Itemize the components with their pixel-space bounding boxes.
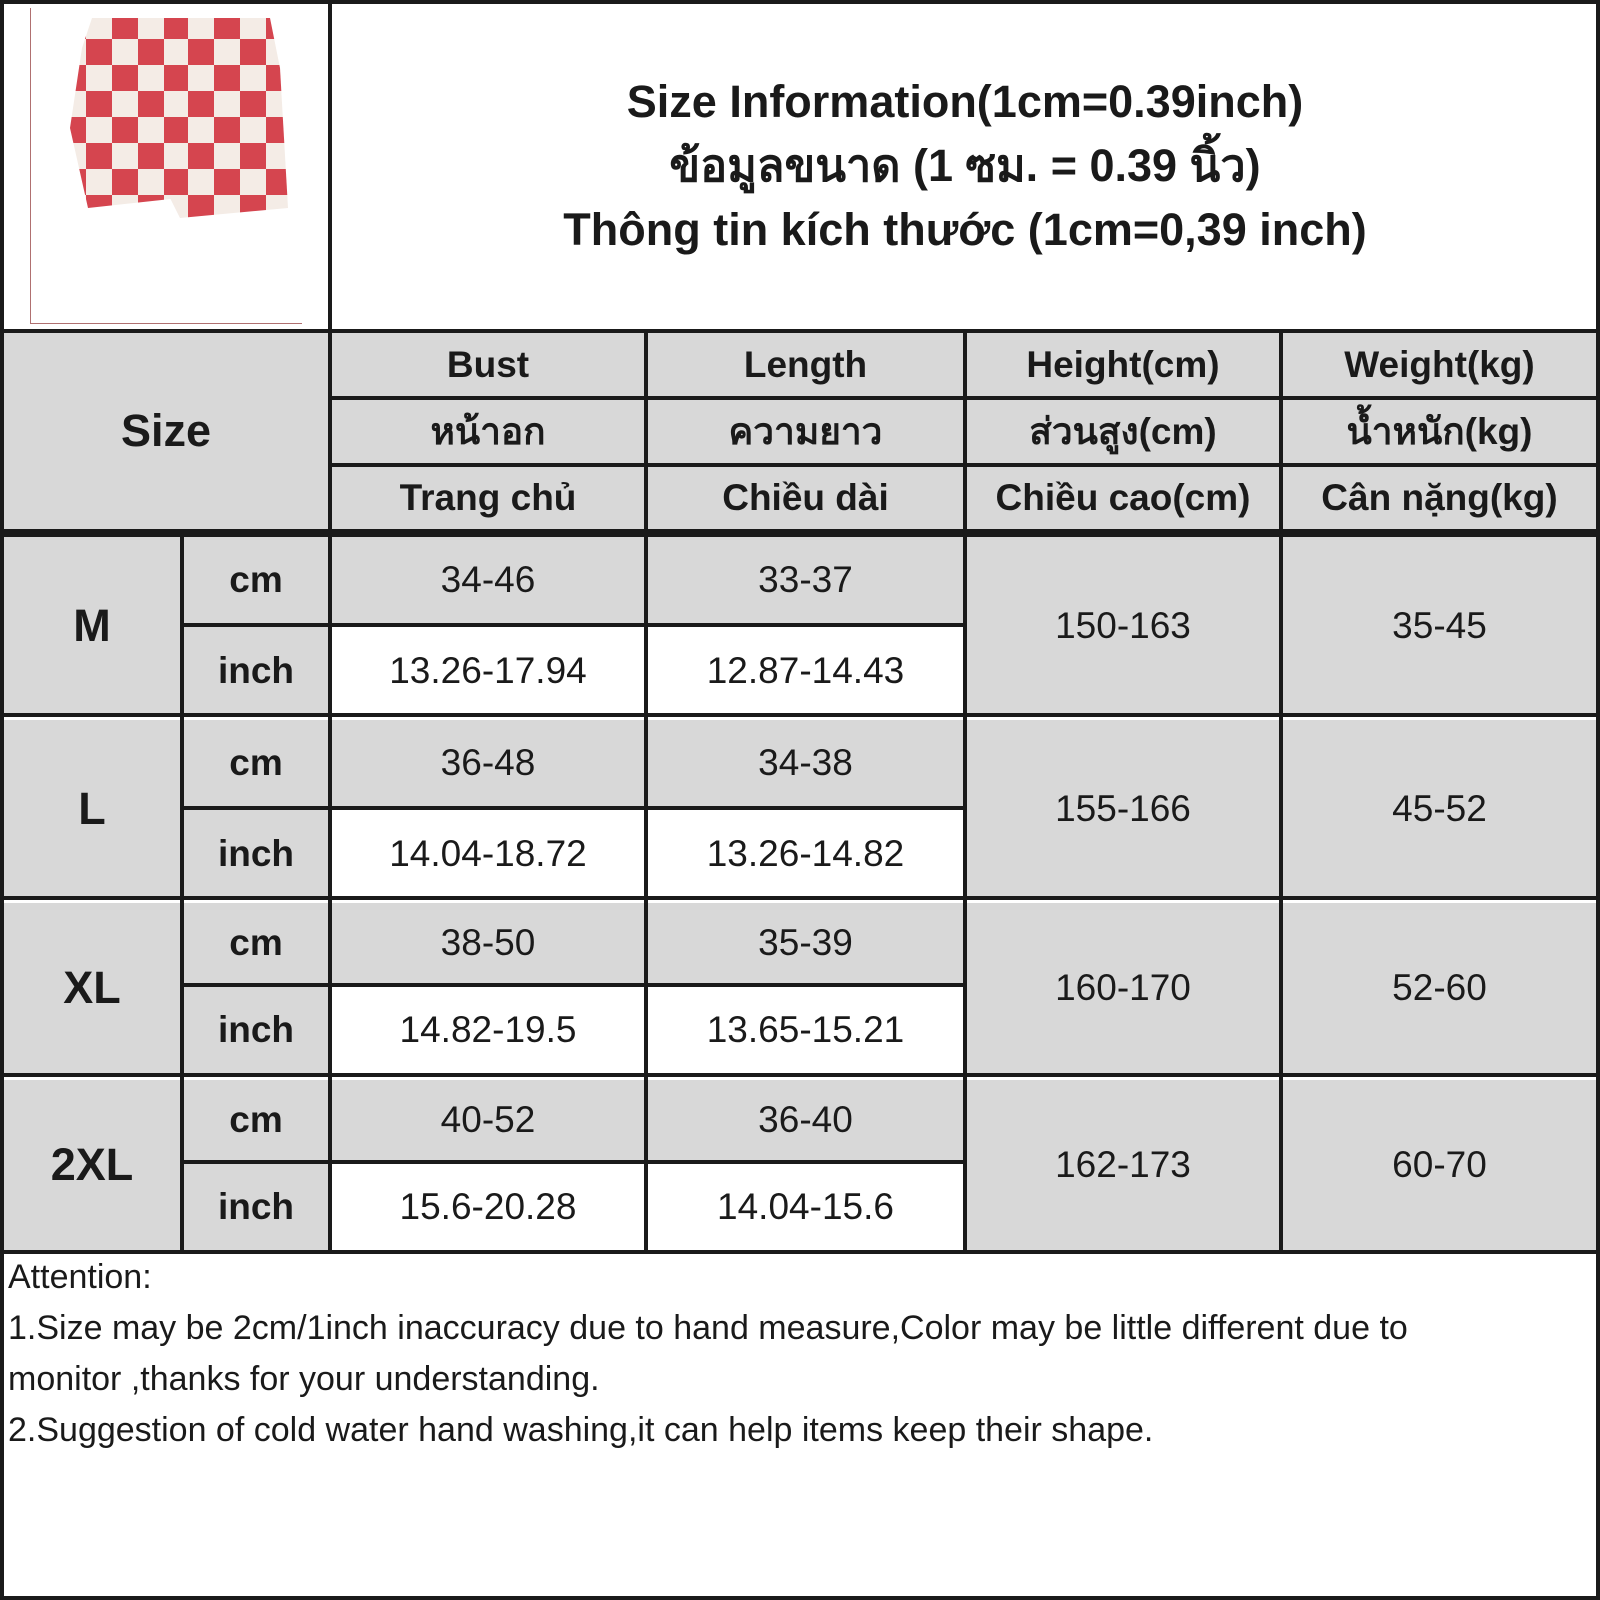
unit-inch-cell: inch	[184, 810, 328, 897]
attention-notes	[8, 1252, 1588, 1456]
check-square	[240, 143, 266, 169]
check-square	[188, 13, 214, 39]
check-square	[138, 65, 164, 91]
check-square	[86, 117, 112, 143]
check-square	[60, 247, 86, 273]
product-image	[30, 8, 302, 324]
row-rule	[0, 1073, 1600, 1077]
weight-header-vi: Cân nặng(kg)	[1283, 467, 1596, 529]
check-square	[240, 91, 266, 117]
check-square	[138, 143, 164, 169]
check-square	[214, 117, 240, 143]
check-square	[112, 247, 138, 273]
length-cm-cell: 34-38	[648, 720, 963, 806]
header-bottom-rule	[0, 529, 1600, 537]
height-cell: 150-163	[967, 537, 1279, 714]
header-top-rule	[0, 329, 1600, 333]
length-inch-cell: 13.65-15.21	[648, 987, 963, 1073]
outer-border-top	[0, 0, 1600, 4]
column-divider	[1279, 329, 1283, 1250]
check-square	[60, 13, 86, 39]
weight-cell: 35-45	[1283, 537, 1596, 714]
check-square	[86, 169, 112, 195]
size-header-label: Size	[120, 405, 212, 456]
bust-cm-cell: 34-46	[332, 537, 644, 623]
bust-cm-cell: 38-50	[332, 903, 644, 983]
check-square	[188, 221, 214, 247]
check-square	[162, 221, 188, 247]
check-square	[60, 65, 86, 91]
check-square	[138, 117, 164, 143]
checkered-shorts-image	[30, 8, 302, 324]
check-square	[214, 39, 240, 65]
check-square	[214, 91, 240, 117]
check-square	[188, 247, 214, 273]
size-label-cell: 2XL	[4, 1080, 180, 1250]
check-square	[190, 221, 216, 247]
check-square	[138, 13, 164, 39]
check-square	[292, 39, 302, 65]
check-square	[138, 91, 164, 117]
check-square	[86, 91, 112, 117]
size-header	[4, 333, 328, 529]
title-english: Size Information(1cm=0.39inch)	[626, 75, 1304, 127]
check-square	[112, 143, 138, 169]
check-square	[292, 169, 302, 195]
height-cell: 155-166	[967, 720, 1279, 897]
check-square	[214, 221, 240, 247]
length-cm-cell: 35-39	[648, 903, 963, 983]
unit-inch-cell: inch	[184, 627, 328, 714]
check-square	[60, 169, 86, 195]
weight-cell: 60-70	[1283, 1080, 1596, 1250]
check-square	[240, 39, 266, 65]
size-label-cell: XL	[4, 903, 180, 1073]
title-thai: ข้อมูลขนาด (1 ซม. = 0.39 นิ้ว)	[669, 139, 1261, 191]
size-label-cell: M	[4, 537, 180, 714]
unit-cm-cell: cm	[184, 720, 328, 806]
bust-header-th: หน้าอก	[332, 400, 644, 463]
check-square	[60, 91, 86, 117]
check-square	[112, 39, 138, 65]
outer-border-left	[0, 0, 4, 1600]
check-square	[214, 169, 240, 195]
check-square	[164, 247, 190, 273]
attention-line-2: monitor ,thanks for your understanding.	[8, 1360, 600, 1398]
check-square	[188, 91, 214, 117]
check-square	[292, 221, 302, 247]
title-block	[334, 4, 1596, 327]
title-divider	[328, 0, 332, 333]
length-header-th: ความยาว	[648, 400, 963, 463]
attention-line-1: 1.Size may be 2cm/1inch inaccuracy due to hand measure,Color may be little different due to	[8, 1309, 1408, 1347]
check-square	[214, 195, 240, 221]
unit-cm-cell: cm	[184, 537, 328, 623]
bust-inch-cell: 15.6-20.28	[332, 1164, 644, 1250]
outer-border-bottom	[0, 1596, 1600, 1600]
bust-cm-cell: 40-52	[332, 1080, 644, 1160]
check-square	[292, 91, 302, 117]
check-square	[138, 39, 164, 65]
height-header-vi: Chiều cao(cm)	[967, 467, 1279, 529]
check-square	[138, 221, 164, 247]
length-inch-cell: 13.26-14.82	[648, 810, 963, 897]
bust-inch-cell: 14.04-18.72	[332, 810, 644, 897]
check-square	[188, 117, 214, 143]
length-cm-cell: 36-40	[648, 1080, 963, 1160]
unit-inch-cell: inch	[184, 987, 328, 1073]
check-square	[86, 39, 112, 65]
check-square	[86, 143, 112, 169]
bust-inch-cell: 13.26-17.94	[332, 627, 644, 714]
check-square	[60, 117, 86, 143]
check-square	[292, 247, 302, 273]
check-square	[60, 143, 86, 169]
bust-header-en: Bust	[332, 333, 644, 396]
check-square	[266, 65, 292, 91]
check-square	[240, 65, 266, 91]
height-cell: 162-173	[967, 1080, 1279, 1250]
column-divider	[963, 329, 967, 1250]
check-square	[240, 195, 266, 221]
check-square	[240, 169, 266, 195]
check-square	[266, 13, 292, 39]
check-square	[112, 169, 138, 195]
check-square	[188, 39, 214, 65]
bust-cm-cell: 36-48	[332, 720, 644, 806]
check-square	[86, 65, 112, 91]
check-square	[138, 195, 164, 221]
weight-header-th: น้ำหนัก(kg)	[1283, 400, 1596, 463]
attention-heading: Attention:	[8, 1258, 152, 1296]
check-square	[240, 117, 266, 143]
check-square	[86, 13, 112, 39]
length-inch-cell: 12.87-14.43	[648, 627, 963, 714]
check-square	[266, 117, 292, 143]
check-square	[86, 221, 112, 247]
check-square	[266, 169, 292, 195]
weight-header-en: Weight(kg)	[1283, 333, 1596, 396]
check-square	[292, 195, 302, 221]
title-vietnamese: Thông tin kích thước (1cm=0,39 inch)	[563, 203, 1367, 255]
row-rule	[0, 713, 1600, 717]
check-square	[112, 195, 138, 221]
length-header-vi: Chiều dài	[648, 467, 963, 529]
check-square	[112, 117, 138, 143]
check-square	[240, 247, 266, 273]
check-square	[188, 195, 214, 221]
check-square	[266, 39, 292, 65]
unit-cm-cell: cm	[184, 1080, 328, 1160]
outer-border-right	[1596, 0, 1600, 1600]
unit-cm-cell: cm	[184, 903, 328, 983]
length-cm-cell: 33-37	[648, 537, 963, 623]
attention-line-3: 2.Suggestion of cold water hand washing,it can help items keep their shape.	[8, 1411, 1154, 1449]
check-square	[188, 143, 214, 169]
row-mid-rule	[184, 806, 963, 810]
check-square	[214, 65, 240, 91]
height-cell: 160-170	[967, 903, 1279, 1073]
unit-inch-cell: inch	[184, 1164, 328, 1250]
check-square	[214, 247, 240, 273]
weight-cell: 45-52	[1283, 720, 1596, 897]
length-header-en: Length	[648, 333, 963, 396]
weight-cell: 52-60	[1283, 903, 1596, 1073]
check-square	[266, 247, 292, 273]
check-square	[86, 195, 112, 221]
check-square	[162, 247, 188, 273]
height-header-en: Height(cm)	[967, 333, 1279, 396]
row-mid-rule	[184, 983, 963, 987]
check-square	[112, 65, 138, 91]
check-square	[240, 13, 266, 39]
check-square	[214, 13, 240, 39]
bust-header-vi: Trang chủ	[332, 467, 644, 529]
row-mid-rule	[184, 1160, 963, 1164]
check-square	[190, 247, 216, 273]
check-square	[112, 91, 138, 117]
check-square	[292, 117, 302, 143]
size-label-cell: L	[4, 720, 180, 897]
check-square	[60, 221, 86, 247]
check-square	[86, 247, 112, 273]
check-square	[266, 91, 292, 117]
check-square	[188, 65, 214, 91]
check-square	[60, 39, 86, 65]
check-square	[188, 169, 214, 195]
check-square	[214, 143, 240, 169]
check-square	[240, 221, 266, 247]
bust-inch-cell: 14.82-19.5	[332, 987, 644, 1073]
check-square	[138, 169, 164, 195]
check-square	[112, 13, 138, 39]
length-inch-cell: 14.04-15.6	[648, 1164, 963, 1250]
row-rule	[0, 896, 1600, 900]
check-square	[164, 221, 190, 247]
check-square	[60, 195, 86, 221]
check-square	[292, 65, 302, 91]
check-square	[292, 143, 302, 169]
row-mid-rule	[184, 623, 963, 627]
check-square	[266, 195, 292, 221]
check-square	[138, 247, 164, 273]
check-square	[292, 13, 302, 39]
unit-divider	[180, 537, 184, 1250]
check-square	[266, 221, 292, 247]
check-square	[112, 221, 138, 247]
column-divider	[328, 329, 332, 1250]
check-square	[266, 143, 292, 169]
column-divider	[644, 329, 648, 1250]
height-header-th: ส่วนสูง(cm)	[967, 400, 1279, 463]
